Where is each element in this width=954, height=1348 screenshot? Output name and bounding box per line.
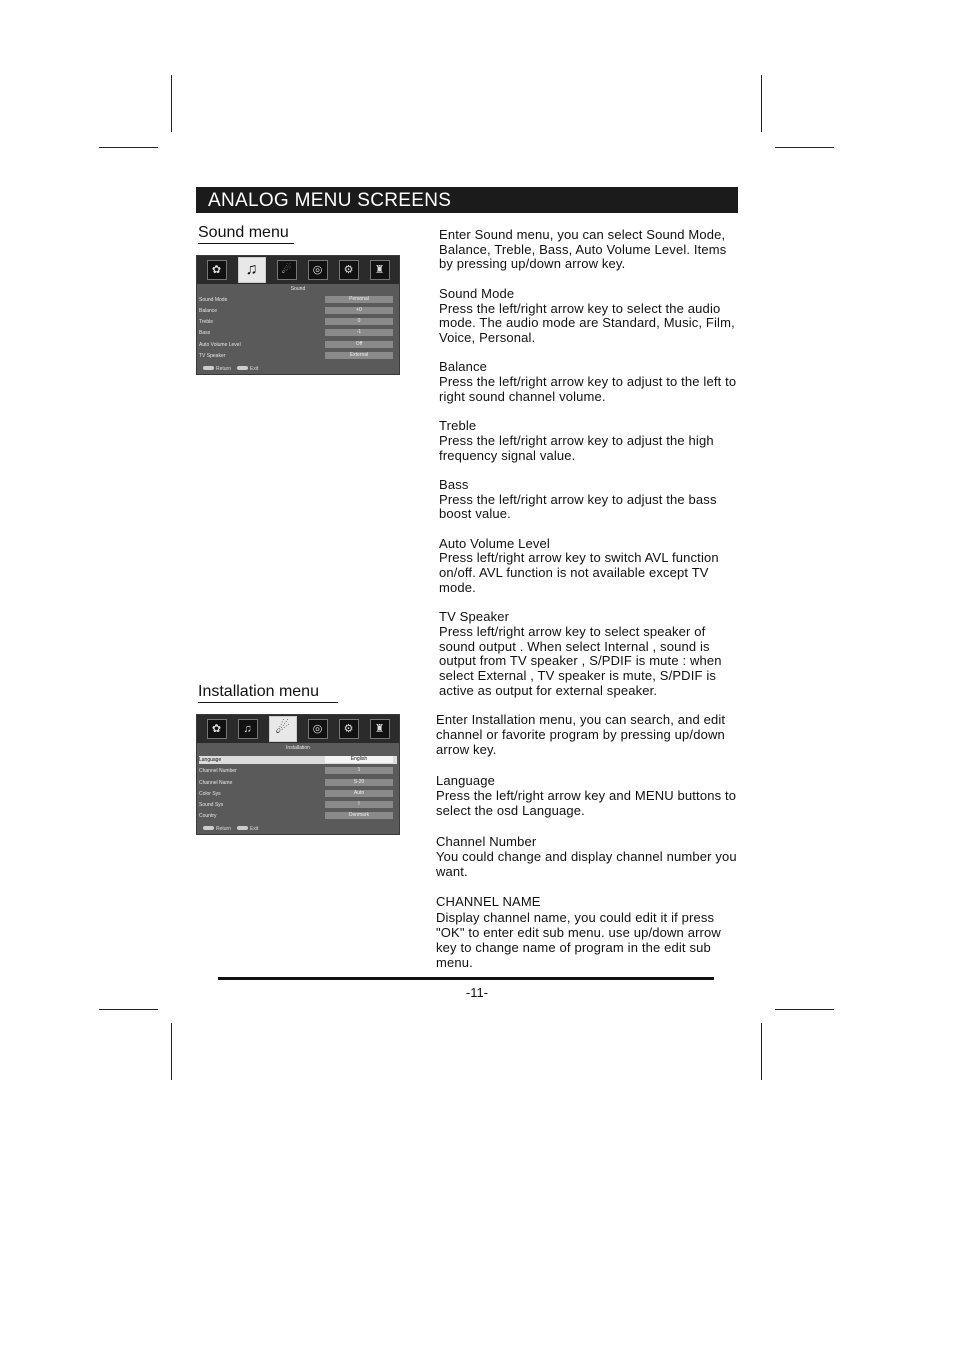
setup-icon: ⚙: [339, 260, 359, 280]
menu-row: Sound Mode Personal: [199, 296, 397, 304]
item-body: Press the left/right arrow key to select the audio mode. The audio mode are Standard, Music, Film, Voice, Personal.: [439, 300, 735, 345]
picture-icon: ✿: [207, 260, 227, 280]
crop-mark: [775, 147, 834, 148]
installation-icon: ☄: [277, 260, 297, 280]
menu-icon-bar: [197, 256, 399, 284]
crop-mark: [171, 1023, 172, 1080]
item-title: Auto Volume Level: [439, 535, 550, 551]
menu-row: Language English: [199, 756, 397, 764]
sound-menu-heading: Sound menu: [198, 224, 294, 244]
footer-rule: [218, 977, 714, 980]
menu-row: Channel Number 1: [199, 767, 397, 775]
sound-icon: ♫: [238, 257, 266, 283]
menu-footer: Return Exit: [203, 826, 258, 832]
picture-icon: ✿: [207, 719, 227, 739]
menu-title: Sound: [290, 286, 306, 292]
installation-menu-description: [436, 712, 744, 970]
item-title: Bass: [439, 476, 469, 492]
page-number: -11-: [465, 985, 489, 1000]
item-title: TV Speaker: [439, 609, 510, 625]
menu-row: Sound Sys I: [199, 801, 397, 809]
crop-mark: [761, 1023, 762, 1080]
time-icon: ◎: [308, 719, 328, 739]
menu-row: Color Sys Auto: [199, 790, 397, 798]
menu-footer: Return Exit: [203, 366, 258, 372]
item-title: Channel Number: [436, 833, 537, 849]
section-title: ANALOG MENU SCREENS: [196, 187, 738, 213]
sound-menu-screenshot: [196, 255, 400, 375]
menu-row: Bass -1: [199, 329, 397, 337]
installation-intro: Enter Installation menu, you can search, and edit channel or favorite program by pressing up/down arrow key.: [436, 712, 726, 758]
installation-menu-screenshot: [196, 714, 400, 835]
sound-intro: Enter Sound menu, you can select Sound Mode, Balance, Treble, Bass, Auto Volume Level. Items by pressing up/down arrow key.: [439, 227, 727, 272]
item-title: Sound Mode: [439, 285, 515, 301]
item-body: Press left/right arrow key to select speaker of sound output . When select Internal , sound is output from TV speaker , S/PDIF is mute : when select External , TV speaker is mute, S/PDIF is active as output for external speaker.: [439, 623, 722, 698]
item-body: Press the left/right arrow key and MENU buttons to select the osd Language.: [436, 788, 737, 819]
lock-icon: ♜: [370, 719, 390, 739]
menu-title: Installation: [286, 745, 310, 751]
item-title: CHANNEL NAME: [436, 894, 541, 910]
menu-row: Auto Volume Level Off: [199, 341, 397, 349]
menu-row: Treble 0: [199, 318, 397, 326]
crop-mark: [171, 75, 172, 132]
time-icon: ◎: [308, 260, 328, 280]
item-body: You could change and display channel number you want.: [436, 848, 737, 879]
menu-row: TV Speaker External: [199, 352, 397, 360]
crop-mark: [99, 1009, 158, 1010]
item-body: Press left/right arrow key to switch AVL function on/off. AVL function is not available except TV mode.: [439, 550, 719, 595]
sound-icon: ♫: [238, 719, 258, 739]
sound-menu-description: [439, 228, 744, 698]
item-body: Press the left/right arrow key to adjust to the left to right sound channel volume.: [439, 374, 737, 404]
installation-icon: ☄: [269, 716, 297, 742]
menu-row: Channel Name S-20: [199, 779, 397, 787]
item-title: Balance: [439, 359, 488, 375]
menu-icon-bar: [197, 715, 399, 743]
item-body: Press the left/right arrow key to adjust the bass boost value.: [439, 491, 717, 522]
item-title: Language: [436, 772, 496, 788]
setup-icon: ⚙: [339, 719, 359, 739]
installation-menu-heading: Installation menu: [198, 683, 338, 703]
item-body: Press the left/right arrow key to adjust the high frequency signal value.: [439, 432, 714, 463]
menu-row: Balance +0: [199, 307, 397, 315]
lock-icon: ♜: [370, 260, 390, 280]
crop-mark: [99, 147, 158, 148]
item-body: Display channel name, you could edit it if press "OK" to enter edit sub menu. use up/down arrow key to change name of program in the edit sub menu.: [436, 909, 721, 971]
crop-mark: [775, 1009, 834, 1010]
menu-row: Country Denmark: [199, 812, 397, 820]
item-title: Treble: [439, 418, 477, 434]
crop-mark: [761, 75, 762, 132]
